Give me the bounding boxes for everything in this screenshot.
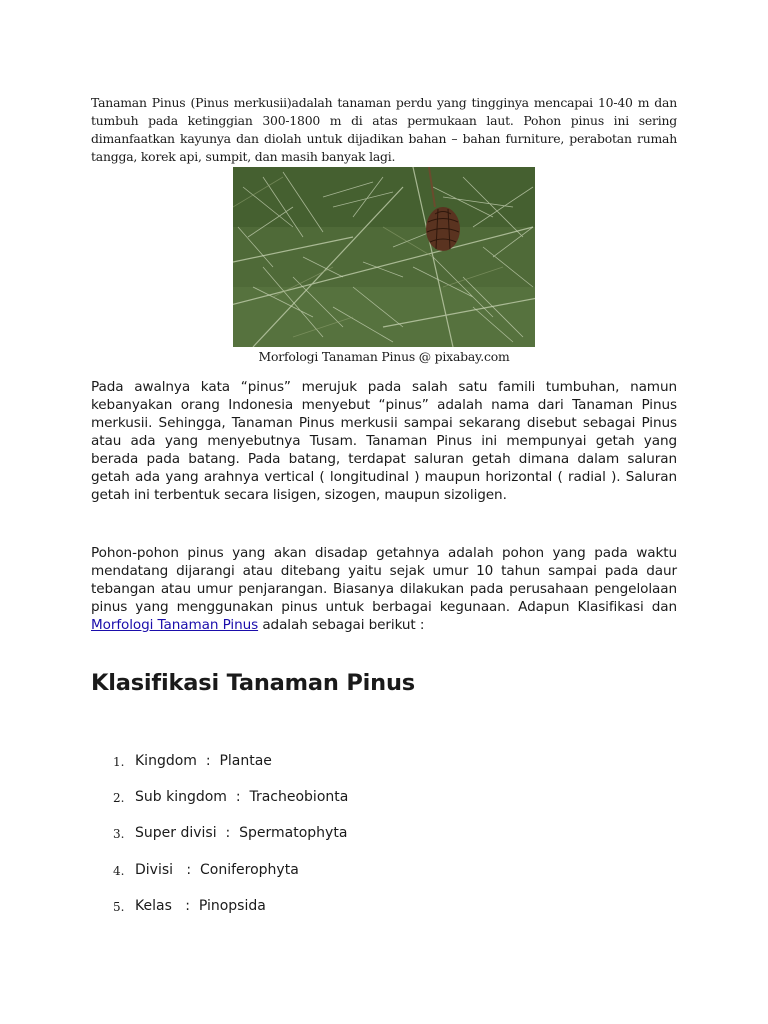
paragraph-text-after-link: adalah sebagai berikut : [258, 617, 425, 633]
document-page [91, 94, 677, 365]
intro-paragraph: Tanaman Pinus (Pinus merkusii)adalah tanaman perdu yang tingginya mencapai 10-40 m dan tumbuh pada ketinggian 300-1800 m di atas permukaan laut. Pohon pinus ini sering dimanfaatkan kayunya dan diolah untuk dijadikan bahan – bahan furniture, perabotan rumah tangga, korek api, sumpit, dan masih banyak lagi. [91, 95, 677, 164]
list-number: 1. [113, 755, 125, 769]
list-item [91, 752, 677, 788]
list-item [91, 861, 677, 897]
list-text: Kingdom : Plantae [135, 753, 272, 769]
classification-list [91, 752, 677, 933]
list-text: Divisi : Coniferophyta [135, 861, 299, 878]
pine-photo [233, 167, 535, 347]
list-item [91, 824, 677, 860]
list-text: Kelas : Pinopsida [135, 897, 266, 914]
list-number: 3. [113, 827, 125, 842]
list-number: 2. [113, 791, 125, 806]
list-text: Super divisi : Spermatophyta [135, 825, 348, 842]
pine-figure [91, 167, 677, 365]
section-heading: Klasifikasi Tanaman Pinus [91, 670, 415, 696]
list-number: 4. [113, 863, 125, 878]
list-item [91, 897, 677, 933]
figure-caption: Morfologi Tanaman Pinus @ pixabay.com [258, 349, 510, 364]
list-item [91, 788, 677, 824]
paragraph-pinus-origin: Pada awalnya kata “pinus” merujuk pada salah satu famili tumbuhan, namun kebanyakan orang Indonesia menyebut “pinus” adalah nama dari Tanaman Pinus merkusii. Sehingga, Tanaman Pinus merkusii sampai sekarang disebut sebagai Pinus atau ada yang menyebutnya Tusam. Tanaman Pinus ini mempunyai getah yang berada pada batang. Pada batang, terdapat saluran getah dimana dalam saluran getah ada yang arahnya vertical ( longitudinal ) maupun horizontal ( radial ). Saluran getah ini terbentuk secara lisigen, sizogen, maupun sizoligen. [91, 379, 677, 503]
list-number: 5. [113, 899, 125, 914]
morfologi-link[interactable]: Morfologi Tanaman Pinus [91, 617, 259, 633]
paragraph-tapping [91, 544, 677, 634]
list-text: Sub kingdom : Tracheobionta [135, 789, 349, 806]
paragraph-text-before-link: Pohon-pohon pinus yang akan disadap getahnya adalah pohon yang pada waktu mendatang dijarangi atau ditebang yaitu sejak umur 10 tahun sampai pada daur tebangan atau umur penjarangan. Biasanya dilakukan pada perusahaan pengelolaan pinus yang menggunakan pinus untuk berbagai kegunaan. Adapun Klasifikasi dan [91, 545, 677, 615]
